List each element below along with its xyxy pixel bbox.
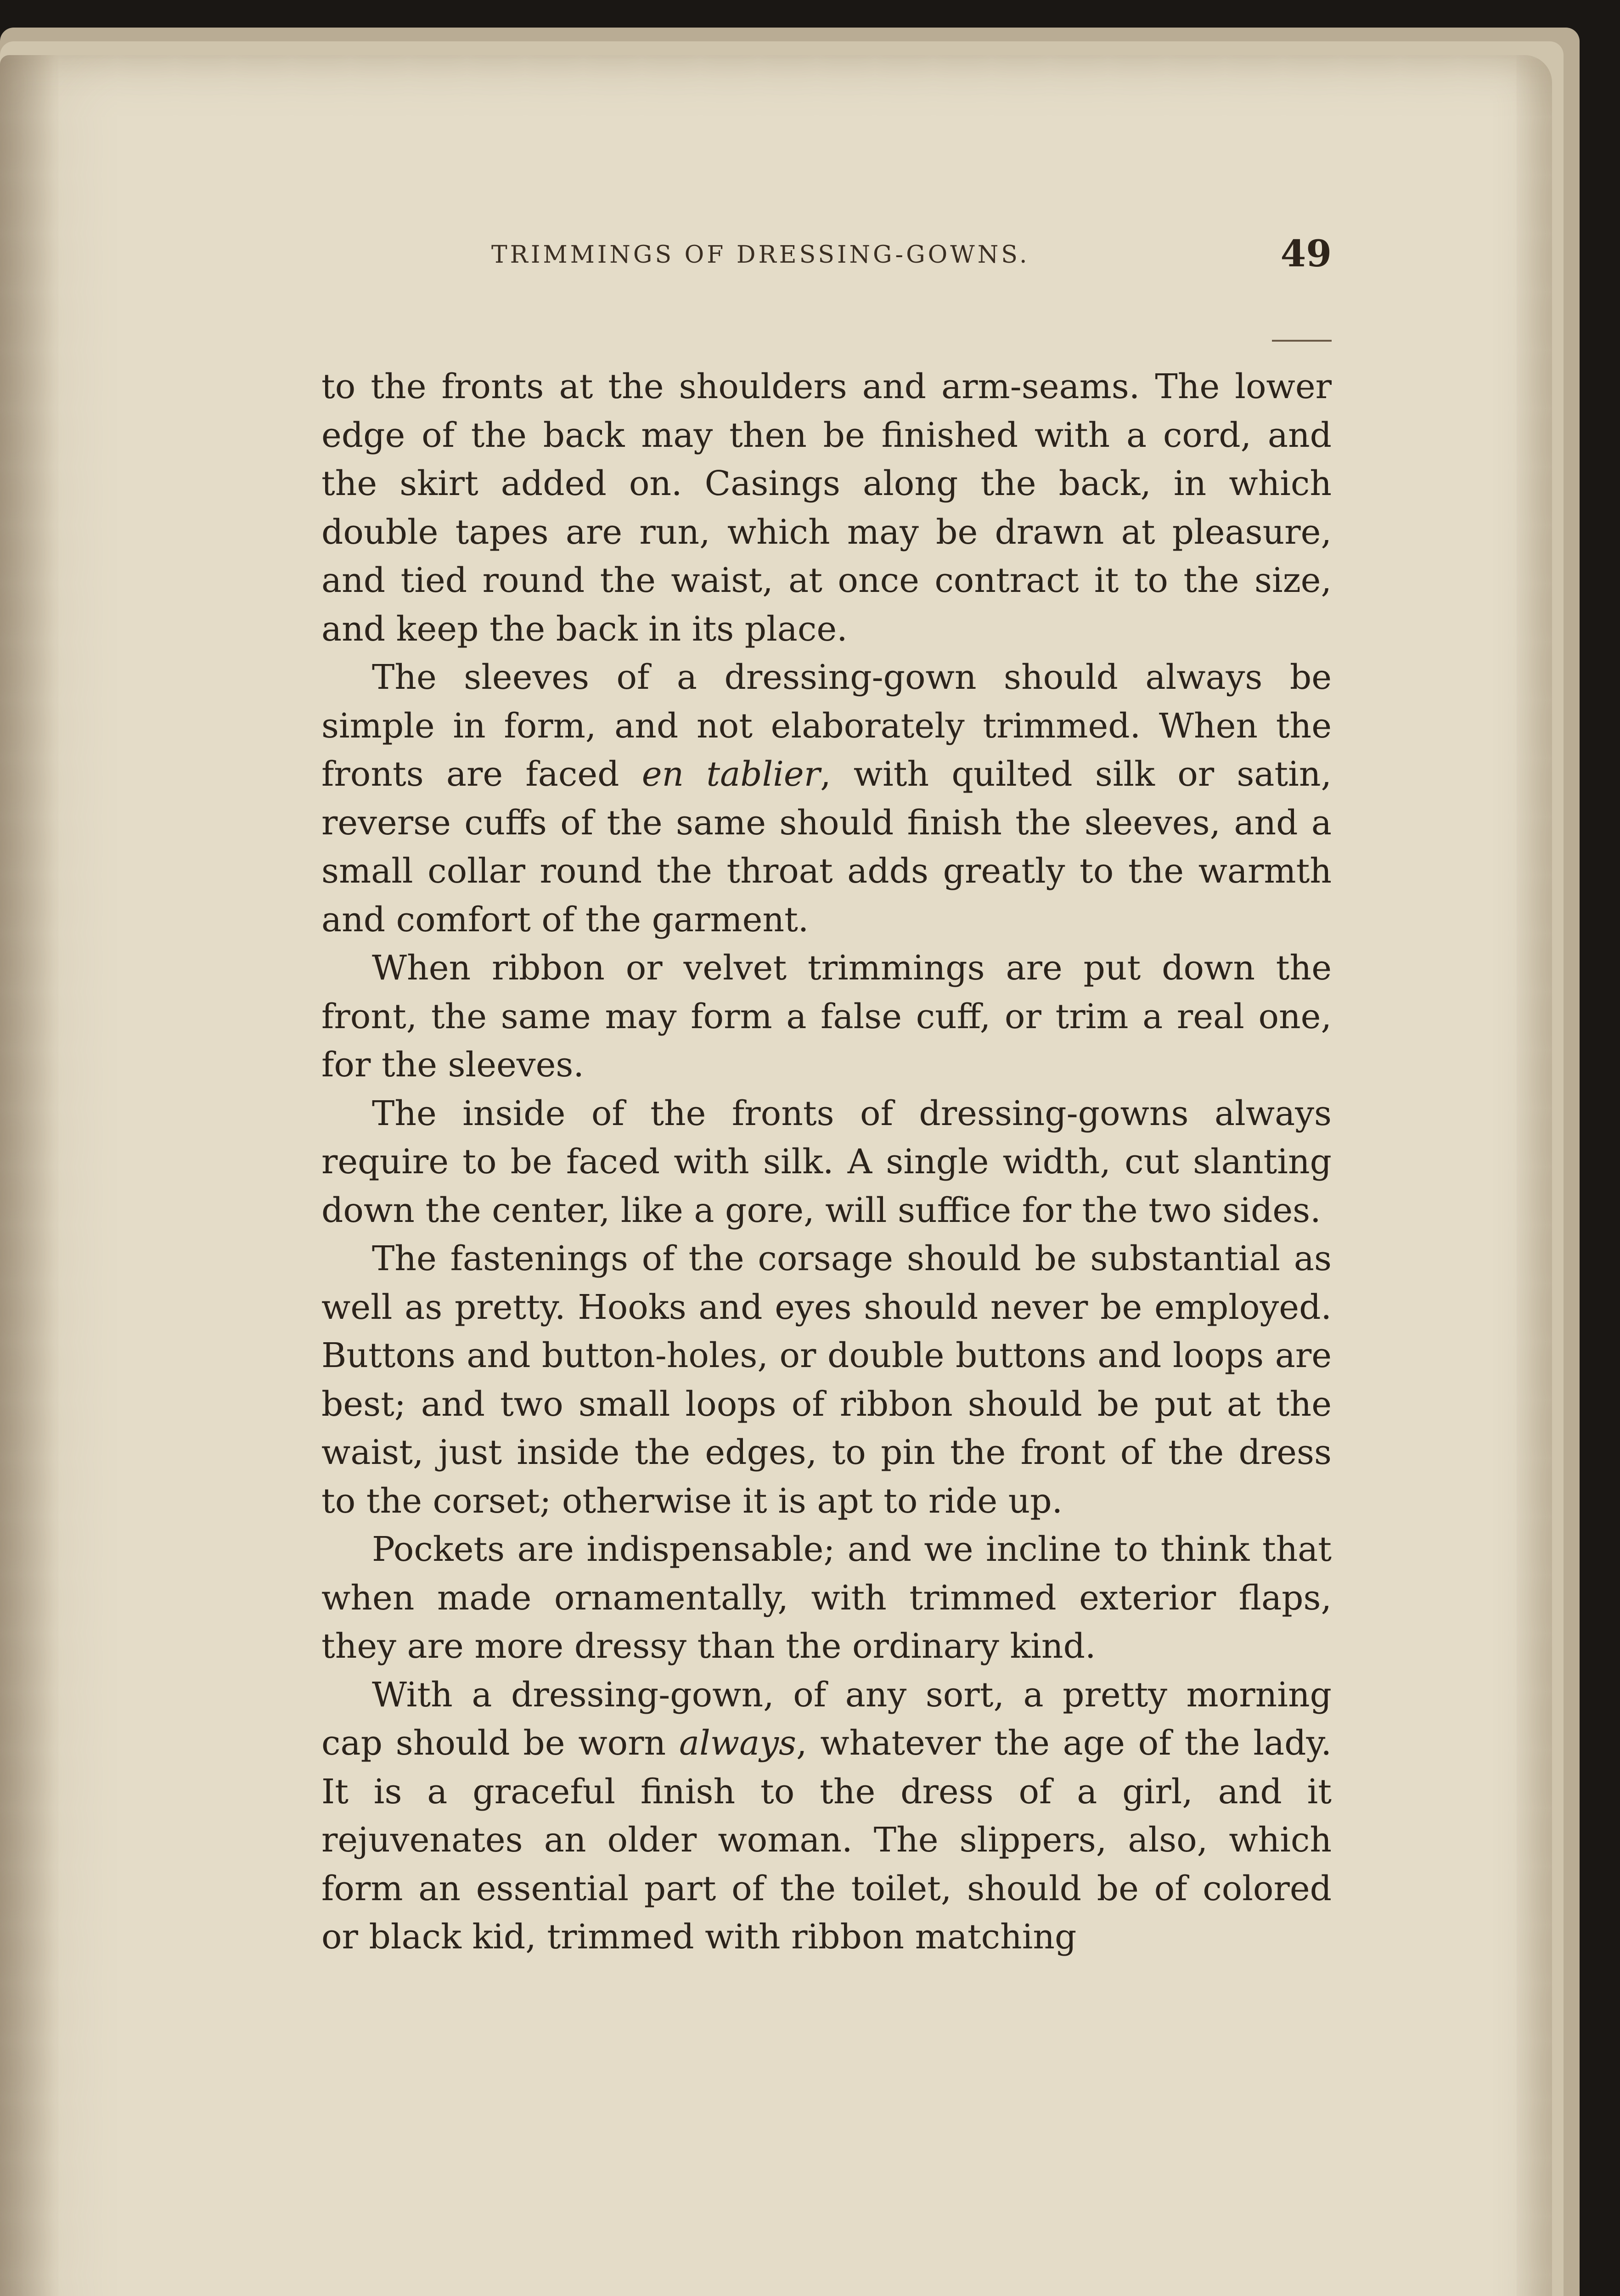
body-text xyxy=(321,363,1332,2135)
paragraph-5: The fastenings of the corsage should be substantial as well as pretty. Hooks and eyes should never be employed. Buttons and button-holes, or double buttons and loops are best; and two small loops of ribbon should be put at the waist, just inside the edges, to pin the front of the dress to the corset; otherwise it is apt to ride up. xyxy=(321,1239,1332,1521)
paragraph-2-part-2: , with quilted silk or satin, reverse cuffs of the same should finish the sleeves, and a small collar round the throat adds greatly to the warmth and comfort of the garment. xyxy=(321,754,1332,940)
page-number: 49 xyxy=(1280,232,1332,275)
paragraph-2-italic: en tablier xyxy=(641,754,821,794)
running-head xyxy=(491,232,1332,287)
paragraph-7-part-2: , whatever the age of the lady. It is a graceful finish to the dress of a girl, and it rejuvenates an older woman. The slippers, also, which form an essential part of the toilet, should be of colored or black kid, trimmed with ribbon matching xyxy=(321,1723,1332,1957)
page-gutter-shadow xyxy=(0,55,55,2296)
paragraph-7 xyxy=(321,1671,1332,1962)
paragraph-2 xyxy=(321,653,1332,944)
paragraph-7-part-1: With a dressing-gown, of any sort, a pretty morning cap should be worn xyxy=(321,1675,1332,1763)
paragraph-1: to the fronts at the shoulders and arm-seams. The lower edge of the back may then be finished with a cord, and the skirt added on. Casings along the back, in which double tapes are run, which may be drawn at pleasure, and tied round the waist, at once contract it to the size, and keep the back in its place. xyxy=(321,367,1332,649)
page-number-rule xyxy=(1272,340,1332,342)
paragraph-3: When ribbon or velvet trimmings are put down the front, the same may form a false cuff, or trim a real one, for the sleeves. xyxy=(321,948,1332,1085)
paragraph-7-italic: always xyxy=(679,1723,796,1763)
paragraph-4: The inside of the fronts of dressing-gowns always require to be faced with silk. A single width, cut slanting down the center, like a gore, will suffice for the two sides. xyxy=(321,1093,1332,1230)
running-title: TRIMMINGS OF DRESSING-GOWNS. xyxy=(491,241,1030,269)
paragraph-2-part-1: The sleeves of a dressing-gown should always be simple in form, and not elaborately trimmed. When the fronts are faced xyxy=(321,658,1332,794)
paragraph-6: Pockets are indispensable; and we incline to think that when made ornamentally, with trimmed exterior flaps, they are more dressy than the ordinary kind. xyxy=(321,1530,1332,1666)
